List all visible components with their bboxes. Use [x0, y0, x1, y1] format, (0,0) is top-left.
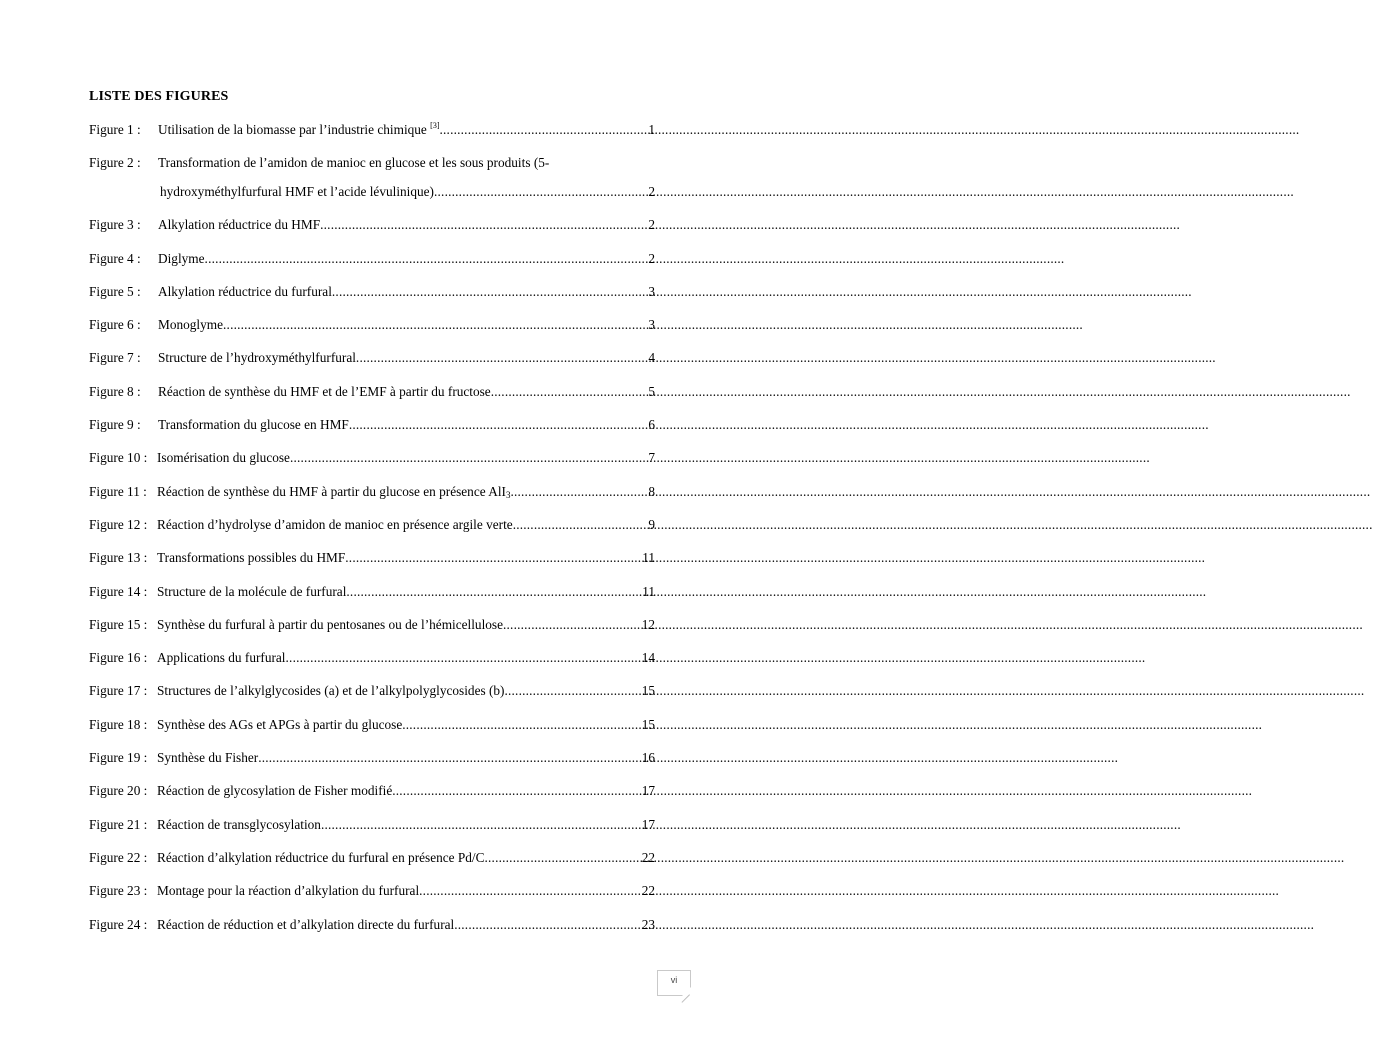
page-number: 4 [648, 350, 655, 366]
figure-label: Figure 24 : [89, 916, 148, 932]
figure-caption: Alkylation réductrice du HMF [158, 217, 321, 233]
toc-entry[interactable] [89, 549, 655, 582]
figure-label: Figure 12 : [89, 516, 148, 532]
page-number: 15 [641, 683, 655, 699]
dot-leader [320, 216, 647, 234]
page-number: 1 [648, 122, 655, 137]
page-number: 3 [648, 317, 655, 333]
dot-leader [223, 316, 647, 334]
subscript: 3 [505, 489, 511, 500]
figure-label: Figure 11 : [89, 483, 147, 499]
page-number: 2 [648, 217, 655, 233]
dot-leader [258, 749, 641, 767]
toc-entry[interactable] [89, 682, 655, 715]
figure-label: Figure 18 : [89, 716, 148, 732]
figure-caption-continued: hydroxyméthylfurfural HMF et l’acide lévulinique) [160, 184, 434, 200]
toc-entry[interactable] [89, 121, 655, 154]
dot-leader [356, 349, 647, 367]
folio-number: vi [670, 975, 678, 985]
figure-caption: Synthèse du furfural à partir du pentosanes ou de l’hémicellulose [157, 616, 503, 632]
page-number: 8 [648, 483, 655, 499]
figure-caption: Montage pour la réaction d’alkylation du furfural [157, 883, 420, 899]
figure-caption: Réaction de transglycosylation [157, 816, 321, 832]
figure-label: Figure 2 : [89, 155, 141, 171]
page-number: 2 [648, 250, 655, 266]
toc-entry[interactable] [89, 154, 655, 216]
dot-leader [332, 283, 647, 301]
toc-entry[interactable] [89, 383, 655, 416]
page-number: 11 [642, 550, 655, 566]
toc-entry[interactable] [89, 816, 655, 849]
figure-caption: Isomérisation du glucose [157, 450, 290, 466]
dot-leader [503, 616, 641, 634]
page-number: 17 [641, 816, 655, 832]
figure-caption: Monoglyme [158, 317, 224, 333]
dot-leader [510, 483, 647, 501]
citation-ref: [3] [430, 121, 440, 130]
page-number: 6 [648, 417, 655, 433]
figure-label: Figure 7 : [89, 350, 141, 366]
figure-caption: Réaction de glycosylation de Fisher modifié [157, 783, 393, 799]
page-number: 11 [642, 583, 655, 599]
dot-leader [321, 816, 641, 834]
figure-caption: Synthèse du Fisher [157, 750, 259, 766]
figure-caption: Transformation de l’amidon de manioc en glucose et les sous produits (5- [158, 155, 550, 171]
toc-entry[interactable] [89, 716, 655, 749]
figure-caption: Diglyme [158, 250, 205, 266]
toc-entry[interactable] [89, 283, 655, 316]
toc-entry[interactable] [89, 349, 655, 382]
figure-caption: Synthèse des AGs et APGs à partir du glucose [157, 716, 403, 732]
figure-caption: Alkylation réductrice du furfural [158, 283, 332, 299]
figure-label: Figure 20 : [89, 783, 148, 799]
page-number: 22 [641, 883, 655, 899]
dot-leader [513, 516, 648, 534]
figure-caption: Transformation du glucose en HMF [158, 417, 349, 433]
dot-leader [205, 250, 648, 268]
toc-entry[interactable] [89, 516, 655, 549]
dot-leader [485, 849, 641, 867]
figure-label: Figure 8 : [89, 383, 141, 399]
figure-caption: Utilisation de la biomasse par l’industrie chimique [3] [158, 121, 440, 137]
figure-caption: Structure de l’hydroxyméthylfurfural [158, 350, 356, 366]
page-folio [657, 970, 691, 996]
page-number: 5 [648, 383, 655, 399]
toc-entry[interactable] [89, 782, 655, 815]
page-number: 2 [648, 184, 655, 200]
figure-label: Figure 10 : [89, 450, 148, 466]
page-number: 12 [641, 616, 655, 632]
dot-leader [419, 882, 641, 900]
figure-label: Figure 6 : [89, 317, 141, 333]
dot-leader [345, 549, 641, 567]
figure-caption: Structure de la molécule de furfural [157, 583, 347, 599]
figure-caption: Transformations possibles du HMF [157, 550, 346, 566]
figure-label: Figure 15 : [89, 616, 148, 632]
page-number: 15 [641, 716, 655, 732]
figure-label: Figure 23 : [89, 883, 148, 899]
figure-label: Figure 3 : [89, 217, 141, 233]
dot-leader [491, 383, 648, 401]
figure-label: Figure 16 : [89, 650, 148, 666]
dot-leader [440, 121, 648, 139]
toc-entry[interactable] [89, 616, 655, 649]
figure-list [89, 121, 655, 949]
page-number: 14 [641, 650, 655, 666]
page-number: 7 [648, 450, 655, 466]
figure-label: Figure 4 : [89, 250, 141, 266]
dot-leader [349, 416, 648, 434]
dot-leader [454, 916, 640, 934]
figure-caption: Structures de l’alkylglycosides (a) et de l’alkylpolyglycosides (b) [157, 683, 505, 699]
figure-caption: Réaction de synthèse du HMF à partir du glucose en présence AlI$_3$ [157, 483, 511, 500]
page-title: LISTE DES FIGURES [89, 89, 229, 104]
dot-leader [434, 183, 647, 201]
figure-caption: Réaction de synthèse du HMF et de l’EMF à partir du fructose [158, 383, 491, 399]
figure-caption: Réaction d’hydrolyse d’amidon de manioc en présence argile verte [157, 516, 513, 532]
dot-leader [346, 583, 641, 601]
figure-label: Figure 17 : [89, 683, 148, 699]
dot-leader [290, 449, 647, 467]
figure-caption: Réaction d’alkylation réductrice du furfural en présence Pd/C [157, 849, 485, 865]
page-number: 3 [648, 283, 655, 299]
dot-leader [402, 716, 640, 734]
figure-label: Figure 22 : [89, 849, 148, 865]
toc-entry[interactable] [89, 250, 655, 283]
toc-entry[interactable] [89, 882, 655, 915]
page-number: 9 [648, 516, 655, 532]
toc-entry[interactable] [89, 449, 655, 482]
toc-entry[interactable] [89, 749, 655, 782]
figure-label: Figure 21 : [89, 816, 148, 832]
figure-label: Figure 1 : [89, 122, 141, 137]
page-number: 23 [641, 916, 655, 932]
toc-entry[interactable] [89, 916, 655, 949]
toc-entry[interactable] [89, 216, 655, 249]
figure-caption: Applications du furfural [157, 650, 286, 666]
page-number: 16 [641, 750, 655, 766]
figure-label: Figure 5 : [89, 283, 141, 299]
toc-entry[interactable] [89, 416, 655, 449]
figure-label: Figure 13 : [89, 550, 148, 566]
toc-entry[interactable] [89, 483, 655, 516]
figure-label: Figure 19 : [89, 750, 148, 766]
toc-entry[interactable] [89, 649, 655, 682]
toc-entry[interactable] [89, 849, 655, 882]
page-number: 22 [641, 849, 655, 865]
figure-label: Figure 14 : [89, 583, 148, 599]
dot-leader [504, 682, 640, 700]
toc-entry[interactable] [89, 583, 655, 616]
page-number: 17 [641, 783, 655, 799]
dot-leader [392, 782, 640, 800]
figure-label: Figure 9 : [89, 417, 141, 433]
toc-entry[interactable] [89, 316, 655, 349]
figure-caption: Réaction de réduction et d’alkylation directe du furfural [157, 916, 455, 932]
dot-leader [286, 649, 641, 667]
